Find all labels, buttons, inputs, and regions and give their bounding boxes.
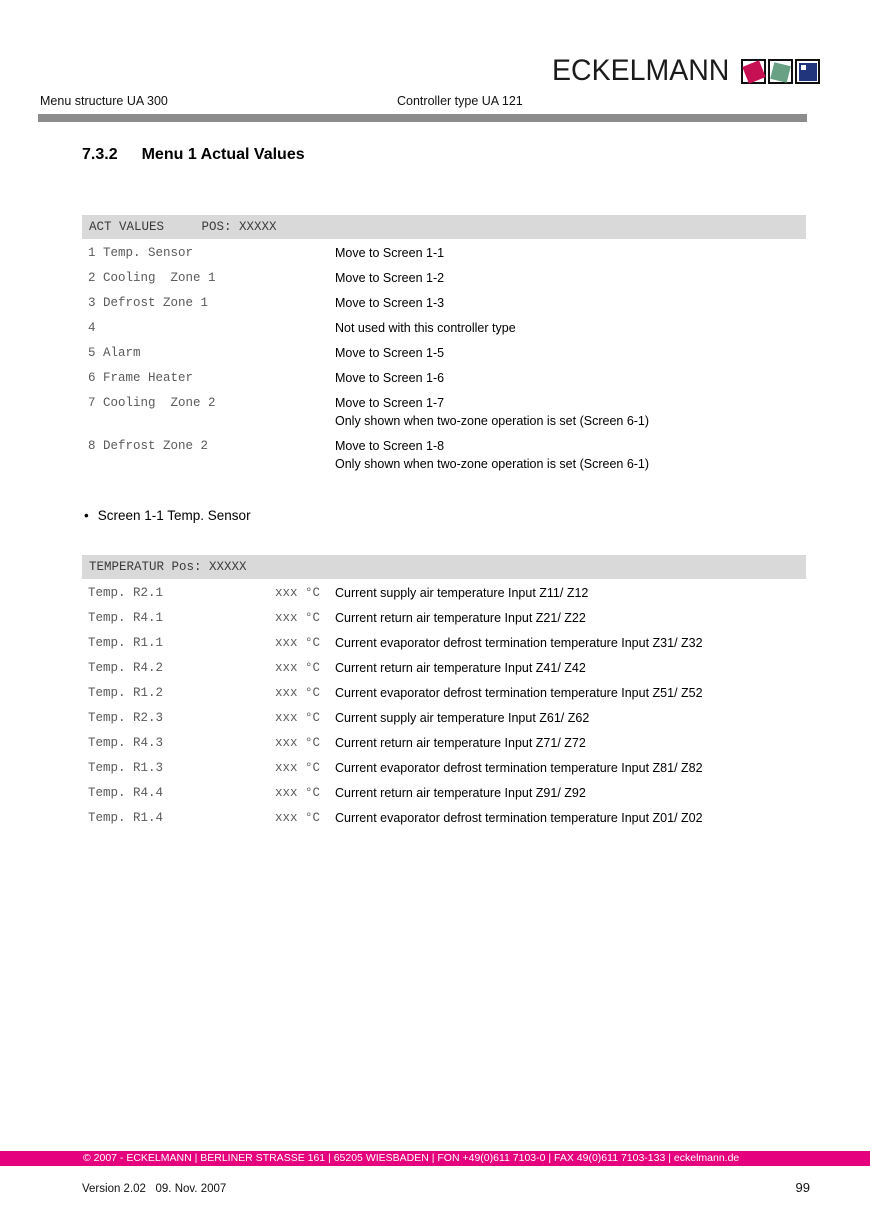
menu-item-label: 5 Alarm <box>88 346 141 360</box>
version-label: Version 2.02 09. Nov. 2007 <box>82 1183 227 1195</box>
temp-value: xxx °C <box>275 736 321 750</box>
table-row <box>82 762 806 775</box>
temp-label: Temp. R4.1 <box>88 611 164 625</box>
temp-desc: Current evaporator defrost termination temperature Input Z31/ Z32 <box>335 636 703 650</box>
menu-item-desc: Move to Screen 1-7 <box>335 396 445 410</box>
green-square-icon <box>770 62 791 83</box>
temp-value: xxx °C <box>275 711 321 725</box>
running-header-right: Controller type UA 121 <box>397 94 523 108</box>
table-row <box>82 687 806 700</box>
blue-square-icon <box>799 63 817 81</box>
menu-item-label: 3 Defrost Zone 1 <box>88 296 209 310</box>
menu-item-desc: Move to Screen 1-1 <box>335 246 445 260</box>
table-row <box>82 397 806 428</box>
table-row <box>82 372 806 385</box>
table-row <box>82 247 806 260</box>
temp-label: Temp. R1.2 <box>88 686 164 700</box>
menu-item-desc: Not used with this controller type <box>335 321 516 335</box>
temp-value: xxx °C <box>275 636 321 650</box>
menu-item-desc: Move to Screen 1-5 <box>335 346 445 360</box>
temp-desc: Current return air temperature Input Z41/ Z42 <box>335 661 586 675</box>
copyright-bar: © 2007 - ECKELMANN | BERLINER STRASSE 161 | 65205 WIESBADEN | FON +49(0)611 7103-0 | FAX 49(0)611 7103-133 | eckelmann.de <box>0 1151 870 1166</box>
bullet-icon: • <box>84 508 89 523</box>
temp-desc: Current return air temperature Input Z71/ Z72 <box>335 736 586 750</box>
eckelmann-logo <box>552 54 820 88</box>
table-row <box>82 787 806 800</box>
temp-value: xxx °C <box>275 811 321 825</box>
menu-item-desc: Move to Screen 1-2 <box>335 271 445 285</box>
act-values-table <box>82 215 806 483</box>
temp-label: Temp. R1.1 <box>88 636 164 650</box>
temp-value: xxx °C <box>275 661 321 675</box>
menu-item-label: 2 Cooling Zone 1 <box>88 271 216 285</box>
blue-square-notch <box>801 65 806 70</box>
temp-label: Temp. R2.3 <box>88 711 164 725</box>
temp-desc: Current supply air temperature Input Z11/ Z12 <box>335 586 589 600</box>
menu-item-note: Only shown when two-zone operation is set (Screen 6-1) <box>335 414 650 428</box>
magenta-square-icon <box>742 60 765 83</box>
temp-label: Temp. R1.4 <box>88 811 164 825</box>
table-row <box>82 347 806 360</box>
running-header-left: Menu structure UA 300 <box>40 94 168 108</box>
menu-item-desc: Move to Screen 1-3 <box>335 296 445 310</box>
logo-box-3 <box>795 59 820 84</box>
temp-value: xxx °C <box>275 586 321 600</box>
temp-desc: Current evaporator defrost termination temperature Input Z01/ Z02 <box>335 811 703 825</box>
page-number: 99 <box>795 1180 810 1195</box>
table-row <box>82 322 806 335</box>
act-values-table-body <box>82 239 806 471</box>
temp-label: Temp. R2.1 <box>88 586 164 600</box>
temp-desc: Current return air temperature Input Z21/ Z22 <box>335 611 586 625</box>
table-row <box>82 737 806 750</box>
temp-value: xxx °C <box>275 686 321 700</box>
logo-box-1 <box>741 59 766 84</box>
temp-label: Temp. R4.2 <box>88 661 164 675</box>
table-row <box>82 297 806 310</box>
screen-bullet <box>84 508 251 523</box>
temp-desc: Current evaporator defrost termination temperature Input Z51/ Z52 <box>335 686 703 700</box>
section-title <box>82 146 305 164</box>
logo-squares <box>741 59 820 84</box>
temp-desc: Current evaporator defrost termination temperature Input Z81/ Z82 <box>335 761 703 775</box>
temp-value: xxx °C <box>275 786 321 800</box>
temp-value: xxx °C <box>275 761 321 775</box>
table-row <box>82 662 806 675</box>
table-row <box>82 612 806 625</box>
table-row <box>82 440 806 471</box>
menu-item-label: 1 Temp. Sensor <box>88 246 194 260</box>
table-row <box>82 587 806 600</box>
logo-box-2 <box>768 59 793 84</box>
section-number: 7.3.2 <box>82 146 118 163</box>
table-row <box>82 712 806 725</box>
temp-label: Temp. R4.4 <box>88 786 164 800</box>
temp-desc: Current supply air temperature Input Z61/ Z62 <box>335 711 590 725</box>
table-row <box>82 812 806 825</box>
logo-wordmark: ECKELMANN <box>552 54 730 87</box>
act-values-table-header: ACT VALUES POS: XXXXX <box>82 215 806 239</box>
table-row <box>82 637 806 650</box>
temp-label: Temp. R1.3 <box>88 761 164 775</box>
menu-item-desc: Move to Screen 1-6 <box>335 371 445 385</box>
menu-item-label: 4 <box>88 321 96 335</box>
temp-value: xxx °C <box>275 611 321 625</box>
table-row <box>82 272 806 285</box>
section-label: Menu 1 Actual Values <box>141 146 305 163</box>
menu-item-label: 6 Frame Heater <box>88 371 194 385</box>
menu-item-label: 7 Cooling Zone 2 <box>88 396 216 410</box>
header-rule <box>38 114 807 122</box>
temperatur-table-body <box>82 579 806 825</box>
menu-item-desc: Move to Screen 1-8 <box>335 439 445 453</box>
screen-bullet-label: Screen 1-1 Temp. Sensor <box>97 508 251 523</box>
temperatur-table-header: TEMPERATUR Pos: XXXXX <box>82 555 806 579</box>
menu-item-note: Only shown when two-zone operation is set (Screen 6-1) <box>335 457 650 471</box>
temperatur-table <box>82 555 806 837</box>
menu-item-label: 8 Defrost Zone 2 <box>88 439 209 453</box>
temp-desc: Current return air temperature Input Z91/ Z92 <box>335 786 586 800</box>
temp-label: Temp. R4.3 <box>88 736 164 750</box>
